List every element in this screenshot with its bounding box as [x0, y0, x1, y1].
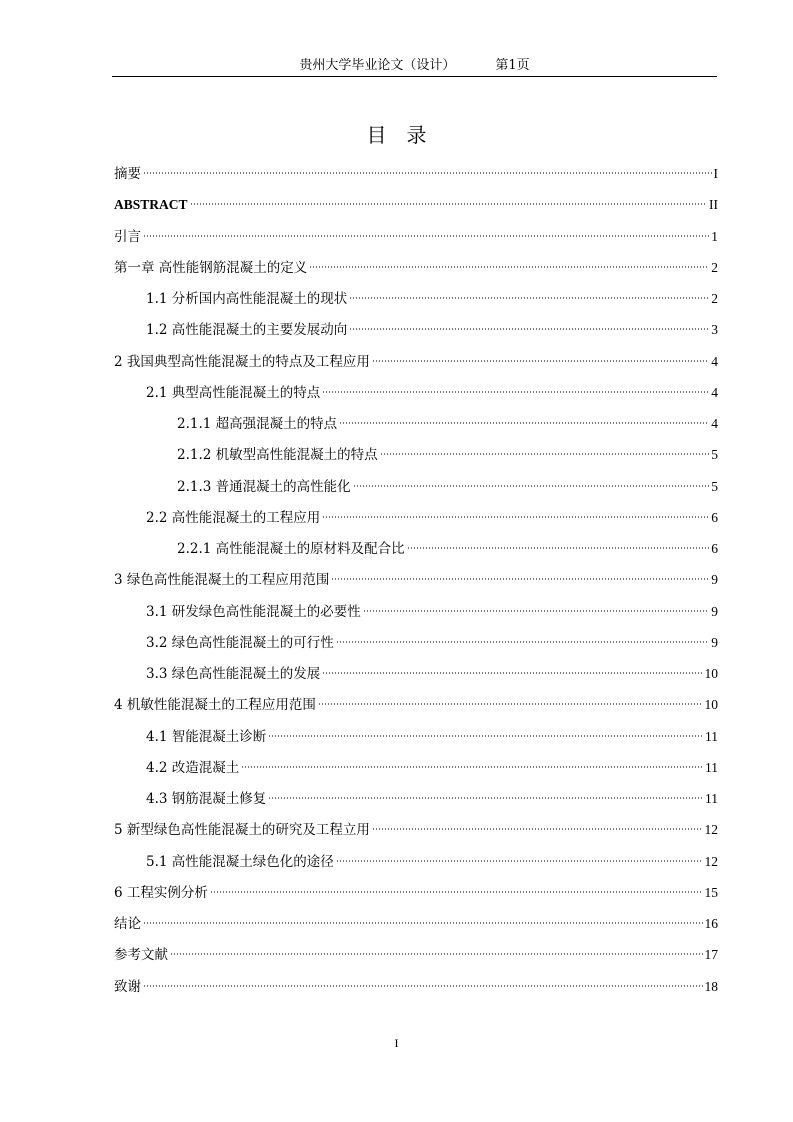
dot-leader [372, 828, 703, 830]
dot-leader [322, 516, 709, 518]
dot-leader [407, 547, 710, 549]
dot-leader [318, 703, 703, 705]
toc-entry[interactable] [114, 439, 718, 470]
toc-entry[interactable] [114, 471, 718, 502]
toc-entry-page: 11 [705, 728, 718, 744]
toc-entry-page: 2 [711, 291, 718, 306]
toc-entry-label: 3.3 绿色高性能混凝土的发展 [146, 666, 321, 682]
page-header [112, 56, 717, 77]
toc-entry[interactable] [114, 502, 718, 533]
toc-entry-label: ABSTRACT [114, 197, 188, 213]
toc-entry-page: 2 [711, 259, 718, 275]
toc-title: 目录 [366, 123, 447, 147]
dot-leader [322, 672, 702, 674]
toc-entry-page: 17 [704, 947, 718, 963]
header-thesis-title: 贵州大学毕业论文（设计） [299, 58, 456, 73]
toc-entry-page: 11 [705, 759, 718, 775]
header-page-label: 第1页 [495, 58, 530, 73]
toc-entry-label: 4.2 改造混凝土 [146, 759, 240, 776]
dot-leader [268, 797, 703, 799]
toc-entry[interactable] [114, 221, 718, 252]
toc-entry-page: 6 [711, 509, 718, 525]
toc-entry[interactable] [114, 283, 718, 314]
toc-entry-label: 4.3 钢筋混凝土修复 [146, 791, 267, 807]
toc-entry-page: 9 [711, 634, 718, 650]
toc-entry-page: 11 [705, 791, 718, 806]
footer-page-number: I [394, 1036, 399, 1050]
toc-entry-label: 6 工程实例分析 [114, 884, 208, 901]
toc-entry[interactable] [114, 971, 718, 1002]
dot-leader [339, 422, 709, 424]
dot-leader [353, 485, 710, 487]
toc-entry[interactable] [114, 908, 718, 939]
toc-entry-label: 2.1.2 机敏型高性能混凝土的特点 [177, 447, 378, 464]
toc-entry-label: 2.2 高性能混凝土的工程应用 [146, 509, 321, 526]
toc-entry-label: 摘要 [114, 166, 141, 182]
toc-entry[interactable] [114, 158, 718, 189]
dot-leader [143, 235, 709, 237]
dot-leader [349, 297, 709, 299]
toc-entry[interactable] [114, 721, 718, 752]
toc-entry[interactable] [114, 658, 718, 689]
toc-entry[interactable] [114, 846, 718, 877]
toc-entry[interactable] [114, 252, 718, 283]
toc-entry-label: 4.1 智能混凝土诊断 [146, 728, 267, 745]
toc-entry[interactable] [114, 814, 718, 845]
toc-entry-page: 3 [711, 322, 718, 338]
dot-leader [190, 203, 707, 205]
toc-entry[interactable] [114, 877, 718, 908]
dot-leader [210, 891, 703, 893]
toc-entry-label: 1.2 高性能混凝土的主要发展动向 [146, 322, 348, 339]
toc-entry[interactable] [114, 627, 718, 658]
toc-entry[interactable] [114, 752, 718, 783]
toc-entry-page: 9 [711, 572, 718, 588]
toc-entry-page: 5 [711, 447, 718, 463]
toc-entry[interactable] [114, 189, 718, 220]
table-of-contents [114, 158, 718, 1002]
dot-leader [241, 766, 703, 768]
dot-leader [336, 641, 709, 643]
toc-entry[interactable] [114, 346, 718, 377]
toc-entry[interactable] [114, 783, 718, 814]
toc-entry-label: 4 机敏性能混凝土的工程应用范围 [114, 697, 316, 714]
toc-entry[interactable] [114, 689, 718, 720]
dot-leader [143, 985, 703, 987]
toc-entry[interactable] [114, 564, 718, 595]
toc-entry-label: 第一章 高性能钢筋混凝土的定义 [114, 259, 308, 276]
dot-leader [322, 391, 709, 393]
toc-entry-page: 1 [711, 228, 718, 244]
toc-entry[interactable] [114, 314, 718, 345]
toc-entry-page: 4 [711, 416, 718, 431]
toc-entry-label: 5.1 高性能混凝土绿色化的途径 [146, 853, 334, 870]
toc-entry[interactable] [114, 596, 718, 627]
toc-entry-label: 2.2.1 高性能混凝土的原材料及配合比 [177, 541, 405, 557]
toc-entry-page: 16 [704, 916, 718, 931]
toc-entry-page: 10 [704, 697, 718, 713]
toc-entry-label: 结论 [114, 916, 141, 932]
toc-entry-label: 3 绿色高性能混凝土的工程应用范围 [114, 572, 330, 589]
toc-entry-label: 5 新型绿色高性能混凝土的研究及工程立用 [114, 822, 370, 839]
toc-entry-label: 1.1 分析国内高性能混凝土的现状 [146, 291, 348, 307]
dot-leader [336, 860, 703, 862]
toc-entry-page: II [709, 197, 718, 213]
toc-entry-label: 2.1 典型高性能混凝土的特点 [146, 384, 321, 401]
toc-entry-page: 12 [704, 822, 718, 838]
toc-entry-page: 6 [711, 541, 718, 556]
toc-entry-label: 2.1.1 超高强混凝土的特点 [177, 416, 338, 432]
dot-leader [143, 172, 712, 174]
toc-entry-label: 3.2 绿色高性能混凝土的可行性 [146, 634, 334, 651]
dot-leader [170, 953, 703, 955]
toc-entry-page: 10 [704, 666, 718, 681]
toc-entry-label: 致谢 [114, 978, 141, 995]
toc-entry-page: I [713, 166, 718, 181]
toc-entry-page: 12 [704, 853, 718, 869]
toc-entry[interactable] [114, 939, 718, 970]
toc-entry[interactable] [114, 533, 718, 564]
toc-entry[interactable] [114, 377, 718, 408]
toc-entry-label: 2.1.3 普通混凝土的高性能化 [177, 478, 351, 495]
dot-leader [380, 453, 710, 455]
toc-entry-label: 引言 [114, 228, 141, 245]
dot-leader [143, 922, 703, 924]
toc-entry-page: 4 [711, 384, 718, 400]
toc-entry-page: 15 [704, 884, 718, 900]
dot-leader [349, 328, 709, 330]
toc-entry-label: 参考文献 [114, 947, 168, 964]
toc-entry-label: 2 我国典型高性能混凝土的特点及工程应用 [114, 353, 370, 370]
dot-leader [309, 266, 709, 268]
toc-entry-page: 5 [711, 478, 718, 494]
dot-leader [363, 610, 709, 612]
dot-leader [331, 578, 709, 580]
toc-entry-label: 3.1 研发绿色高性能混凝土的必要性 [146, 603, 361, 620]
dot-leader [268, 735, 703, 737]
dot-leader [372, 360, 709, 362]
toc-entry-page: 18 [704, 978, 718, 994]
toc-entry-page: 4 [711, 353, 718, 369]
toc-entry[interactable] [114, 408, 718, 439]
toc-entry-page: 9 [711, 603, 718, 619]
